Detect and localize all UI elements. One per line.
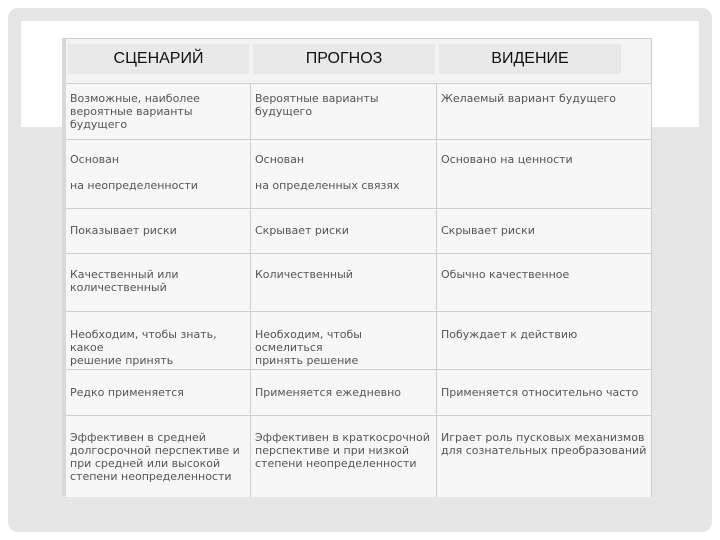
table-cell: Скрывает риски	[441, 224, 535, 237]
table-row	[66, 209, 651, 254]
table-cell: Возможные, наиболее вероятные варианты будущего	[66, 83, 251, 139]
table-row	[66, 416, 651, 497]
table-header-row	[66, 39, 651, 84]
table-cell: Вероятные варианты будущего	[251, 83, 437, 139]
table-cell: Необходим, чтобы осмелиться принять решение	[251, 312, 437, 369]
table-cell: Основан на неопределенности	[66, 140, 251, 208]
table-row	[66, 370, 651, 416]
comparison-table	[66, 38, 652, 497]
table-cell: Количественный	[251, 254, 437, 311]
table-cell: Эффективен в средней долгосрочной перспективе и при средней или высокой степени неопределенности	[66, 416, 251, 497]
table-cell: Скрывает риски	[251, 209, 437, 253]
table-cell: Применяется ежедневно	[251, 370, 437, 415]
table-cell: Качественный или количественный	[66, 254, 251, 311]
table-row	[66, 140, 651, 209]
table-cell: Играет роль пусковых механизмов для сознательных преобразований	[441, 431, 647, 457]
header-vision: ВИДЕНИЕ	[439, 44, 621, 74]
table-cell: Желаемый вариант будущего	[441, 92, 617, 105]
table-cell: Побуждает к действию	[441, 328, 578, 341]
header-forecast: ПРОГНОЗ	[253, 44, 435, 74]
table-row	[66, 312, 651, 370]
table-cell: Редко применяется	[66, 370, 251, 415]
table-cell: Показывает риски	[66, 209, 251, 253]
table-cell: Основан на определенных связях	[251, 140, 437, 208]
table-row	[66, 254, 651, 312]
table-cell: Основано на ценности	[441, 153, 573, 166]
header-scenario: СЦЕНАРИЙ	[68, 44, 249, 74]
table-cell: Эффективен в краткосрочной перспективе и при низкой степени неопределенности	[251, 416, 437, 497]
table-cell: Применяется относительно часто	[441, 386, 639, 399]
table-cell: Необходим, чтобы знать, какое решение принять	[66, 312, 251, 369]
table-row	[66, 83, 651, 140]
table-cell: Обычно качественное	[441, 268, 570, 281]
